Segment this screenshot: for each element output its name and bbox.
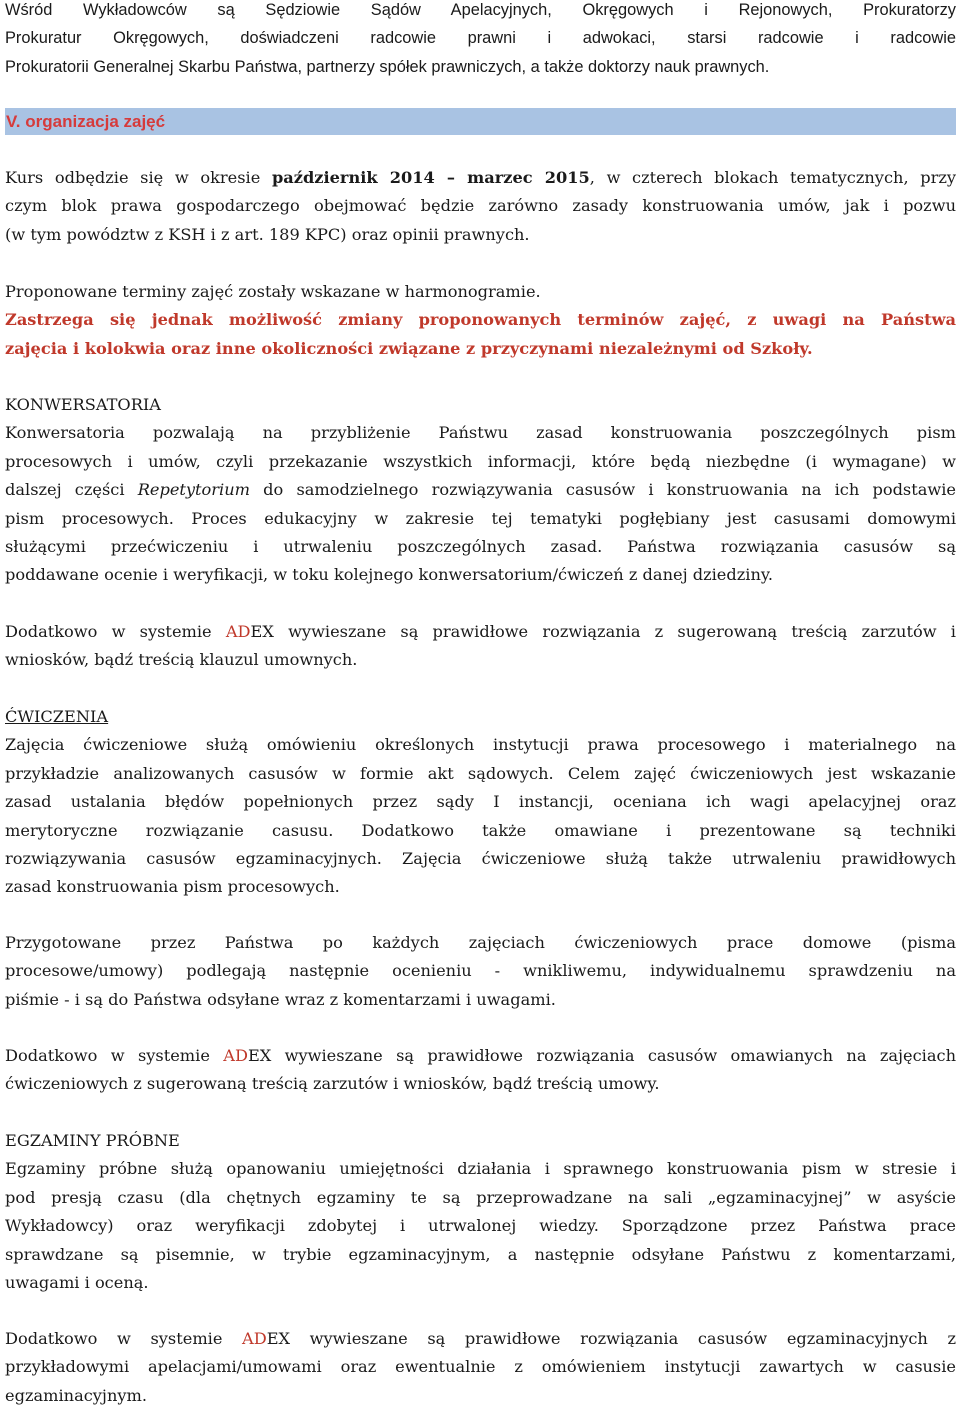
adex-paragraph-3 [5, 1325, 956, 1410]
adex-1-prefix: Dodatkowo w systemie [5, 622, 226, 641]
cwiczenia-line-5: rozwiązywania casusów egzaminacyjnych. Zajęcia ćwiczeniowe służą także utrwaleniu prawidłowych [5, 848, 956, 868]
konwersatoria-section [5, 391, 956, 590]
cwiczenia-heading: ĆWICZENIA [5, 707, 109, 726]
adex-1-line-2: wniosków, bądź treścią klauzul umownych. [5, 650, 358, 670]
kurs-period: październik 2014 – marzec 2015 [271, 168, 590, 187]
przygotowane-line-2: procesowe/umowy) podlegają następnie ocenieniu - wnikliwemu, indywidualnemu sprawdzeniu na [5, 961, 956, 981]
terminy-paragraph [5, 278, 956, 363]
terminy-text: Proponowane terminy zajęć zostały wskazane w harmonogramie. [5, 282, 541, 301]
kurs-line-3: (w tym powództw z KSH i z art. 189 KPC) oraz opinii prawnych. [5, 224, 530, 244]
konwersatoria-line-2: procesowych i umów, czyli przekazanie wszystkich informacji, które będą niezbędne (i wymagane) w [5, 451, 956, 471]
adex-3-line-3: egzaminacyjnym. [5, 1385, 148, 1405]
kurs-line-1 [5, 164, 956, 192]
adex-2-line-2: ćwiczeniowych z sugerowaną treścią zarzutów i wniosków, bądź treścią umowy. [5, 1074, 660, 1094]
egzaminy-line-1: Egzaminy próbne służą opanowaniu umiejętności działania i sprawnego konstruowania pism w stresie i [5, 1159, 956, 1179]
adex-1-line-1-end: wywieszane są prawidłowe rozwiązania z sugerowaną treścią zarzutów i [273, 622, 956, 641]
warning-line-2: zajęcia i kolokwia oraz inne okoliczności związane z przyczynami niezależnymi od Szkoły. [5, 338, 813, 358]
kurs-line-1-text: Kurs odbędzie się w okresie [5, 168, 272, 187]
kurs-line-1-end: , w czterech blokach tematycznych, przy [589, 168, 956, 187]
cwiczenia-line-1: Zajęcia ćwiczeniowe służą omówieniu określonych instytucji prawa procesowego i materialnego na [5, 735, 956, 755]
egzaminy-heading: EGZAMINY PRÓBNE [5, 1131, 180, 1150]
adex-paragraph-2 [5, 1042, 956, 1099]
konwersatoria-line-4: pism procesowych. Proces edukacyjny w zakresie tej tematyki pogłębiany jest casusami domowymi [5, 508, 956, 528]
przygotowane-line-1: Przygotowane przez Państwa po każdych zajęciach ćwiczeniowych prace domowe (pisma [5, 933, 956, 952]
section-number: V. [6, 112, 21, 131]
egzaminy-line-2: pod presją czasu (dla chętnych egzaminy te są przeprowadzane na sali „egzaminacyjnej” w asyście [5, 1187, 956, 1207]
repetytorium-term: Repetytorium [137, 480, 250, 500]
intro-line-3: Prokuratorii Generalnej Skarbu Państwa, partnerzy spółek prawniczych, a także doktorzy nauk prawnych. [5, 57, 770, 76]
egzaminy-section [5, 1127, 956, 1297]
section-heading-bar [5, 108, 956, 135]
konwersatoria-heading: KONWERSATORIA [5, 395, 161, 414]
cwiczenia-line-2: przykładzie analizowanych casusów w formie akt sądowych. Celem zajęć ćwiczeniowych jest wskazanie [5, 763, 956, 783]
adex-1-line-1 [5, 618, 956, 646]
przygotowane-line-3: piśmie - i są do Państwa odsyłane wraz z komentarzami i uwagami. [5, 989, 556, 1009]
adex-3-prefix: Dodatkowo w systemie [5, 1329, 243, 1348]
adex-logo-ex: EX [250, 622, 274, 641]
konwersatoria-line-1: Konwersatoria pozwalają na przybliżenie Państwu zasad konstruowania poszczególnych pism [5, 423, 956, 443]
konwersatoria-line-3-start: dalszej części [5, 480, 138, 500]
intro-line-2: Prokuratur Okręgowych, doświadczeni radcowie prawni i adwokaci, starsi radcowie i radcowie [5, 29, 956, 48]
adex-logo-ex: EX [247, 1046, 272, 1065]
cwiczenia-line-3: zasad ustalania błędów popełnionych przez sądy I instancji, oceniana ich wagi apelacyjnej oraz [5, 792, 956, 812]
egzaminy-line-5: uwagami i oceną. [5, 1272, 149, 1292]
konwersatoria-line-3 [5, 476, 956, 504]
adex-logo-ex: EX [266, 1329, 291, 1348]
cwiczenia-line-6: zasad konstruowania pism procesowych. [5, 877, 340, 897]
section-title: organizacja zajęć [25, 112, 166, 131]
konwersatoria-line-5: służącymi przećwiczeniu i utrwaleniu poszczególnych zasad. Państwa rozwiązania casusów są [5, 536, 956, 556]
kurs-paragraph [5, 164, 956, 249]
egzaminy-line-3: Wykładowcy) oraz weryfikacji zdobytej i utrwalonej wiedzy. Sporządzone przez Państwa prace [5, 1216, 956, 1236]
cwiczenia-section [5, 703, 956, 902]
konwersatoria-line-3-end: do samodzielnego rozwiązywania casusów i konstruowania na ich podstawie [250, 480, 956, 500]
adex-3-line-2: przykładowymi apelacjami/umowami oraz ewentualnie z omówieniem instytucji zawartych w casusie [5, 1357, 956, 1377]
warning-line-1: Zastrzega się jednak możliwość zmiany proponowanych terminów zajęć, z uwagi na Państwa [5, 310, 956, 330]
przygotowane-paragraph [5, 929, 956, 1014]
adex-3-line-1-end: wywieszane są prawidłowe rozwiązania casusów egzaminacyjnych z [290, 1329, 956, 1348]
intro-line-1: Wśród Wykładowców są Sędziowie Sądów Apelacyjnych, Okręgowych i Rejonowych, Prokuratorzy [5, 1, 956, 19]
adex-2-line-1-end: wywieszane są prawidłowe rozwiązania casusów omawianych na zajęciach [271, 1046, 956, 1065]
kurs-line-2: czym blok prawa gospodarczego obejmować będzie zarówno zasady konstruowania umów, jak i pozwu [5, 196, 956, 216]
adex-logo-ad: AD [242, 1329, 267, 1348]
konwersatoria-line-6: poddawane ocenie i weryfikacji, w toku kolejnego konwersatorium/ćwiczeń z danej dziedziny. [5, 565, 774, 585]
adex-paragraph-1 [5, 618, 956, 675]
adex-2-line-1 [5, 1042, 956, 1070]
adex-logo-ad: AD [225, 622, 251, 641]
adex-3-line-1 [5, 1325, 956, 1353]
intro-paragraph [5, 0, 956, 81]
adex-logo-ad: AD [223, 1046, 248, 1065]
egzaminy-line-4: sprawdzane są pisemnie, w trybie egzaminacyjnym, a następnie odsyłane Państwu z komentarzami, [5, 1244, 956, 1264]
cwiczenia-line-4: merytoryczne rozwiązanie casusu. Dodatkowo także omawiane i prezentowane są techniki [5, 820, 956, 840]
adex-2-prefix: Dodatkowo w systemie [5, 1046, 224, 1065]
